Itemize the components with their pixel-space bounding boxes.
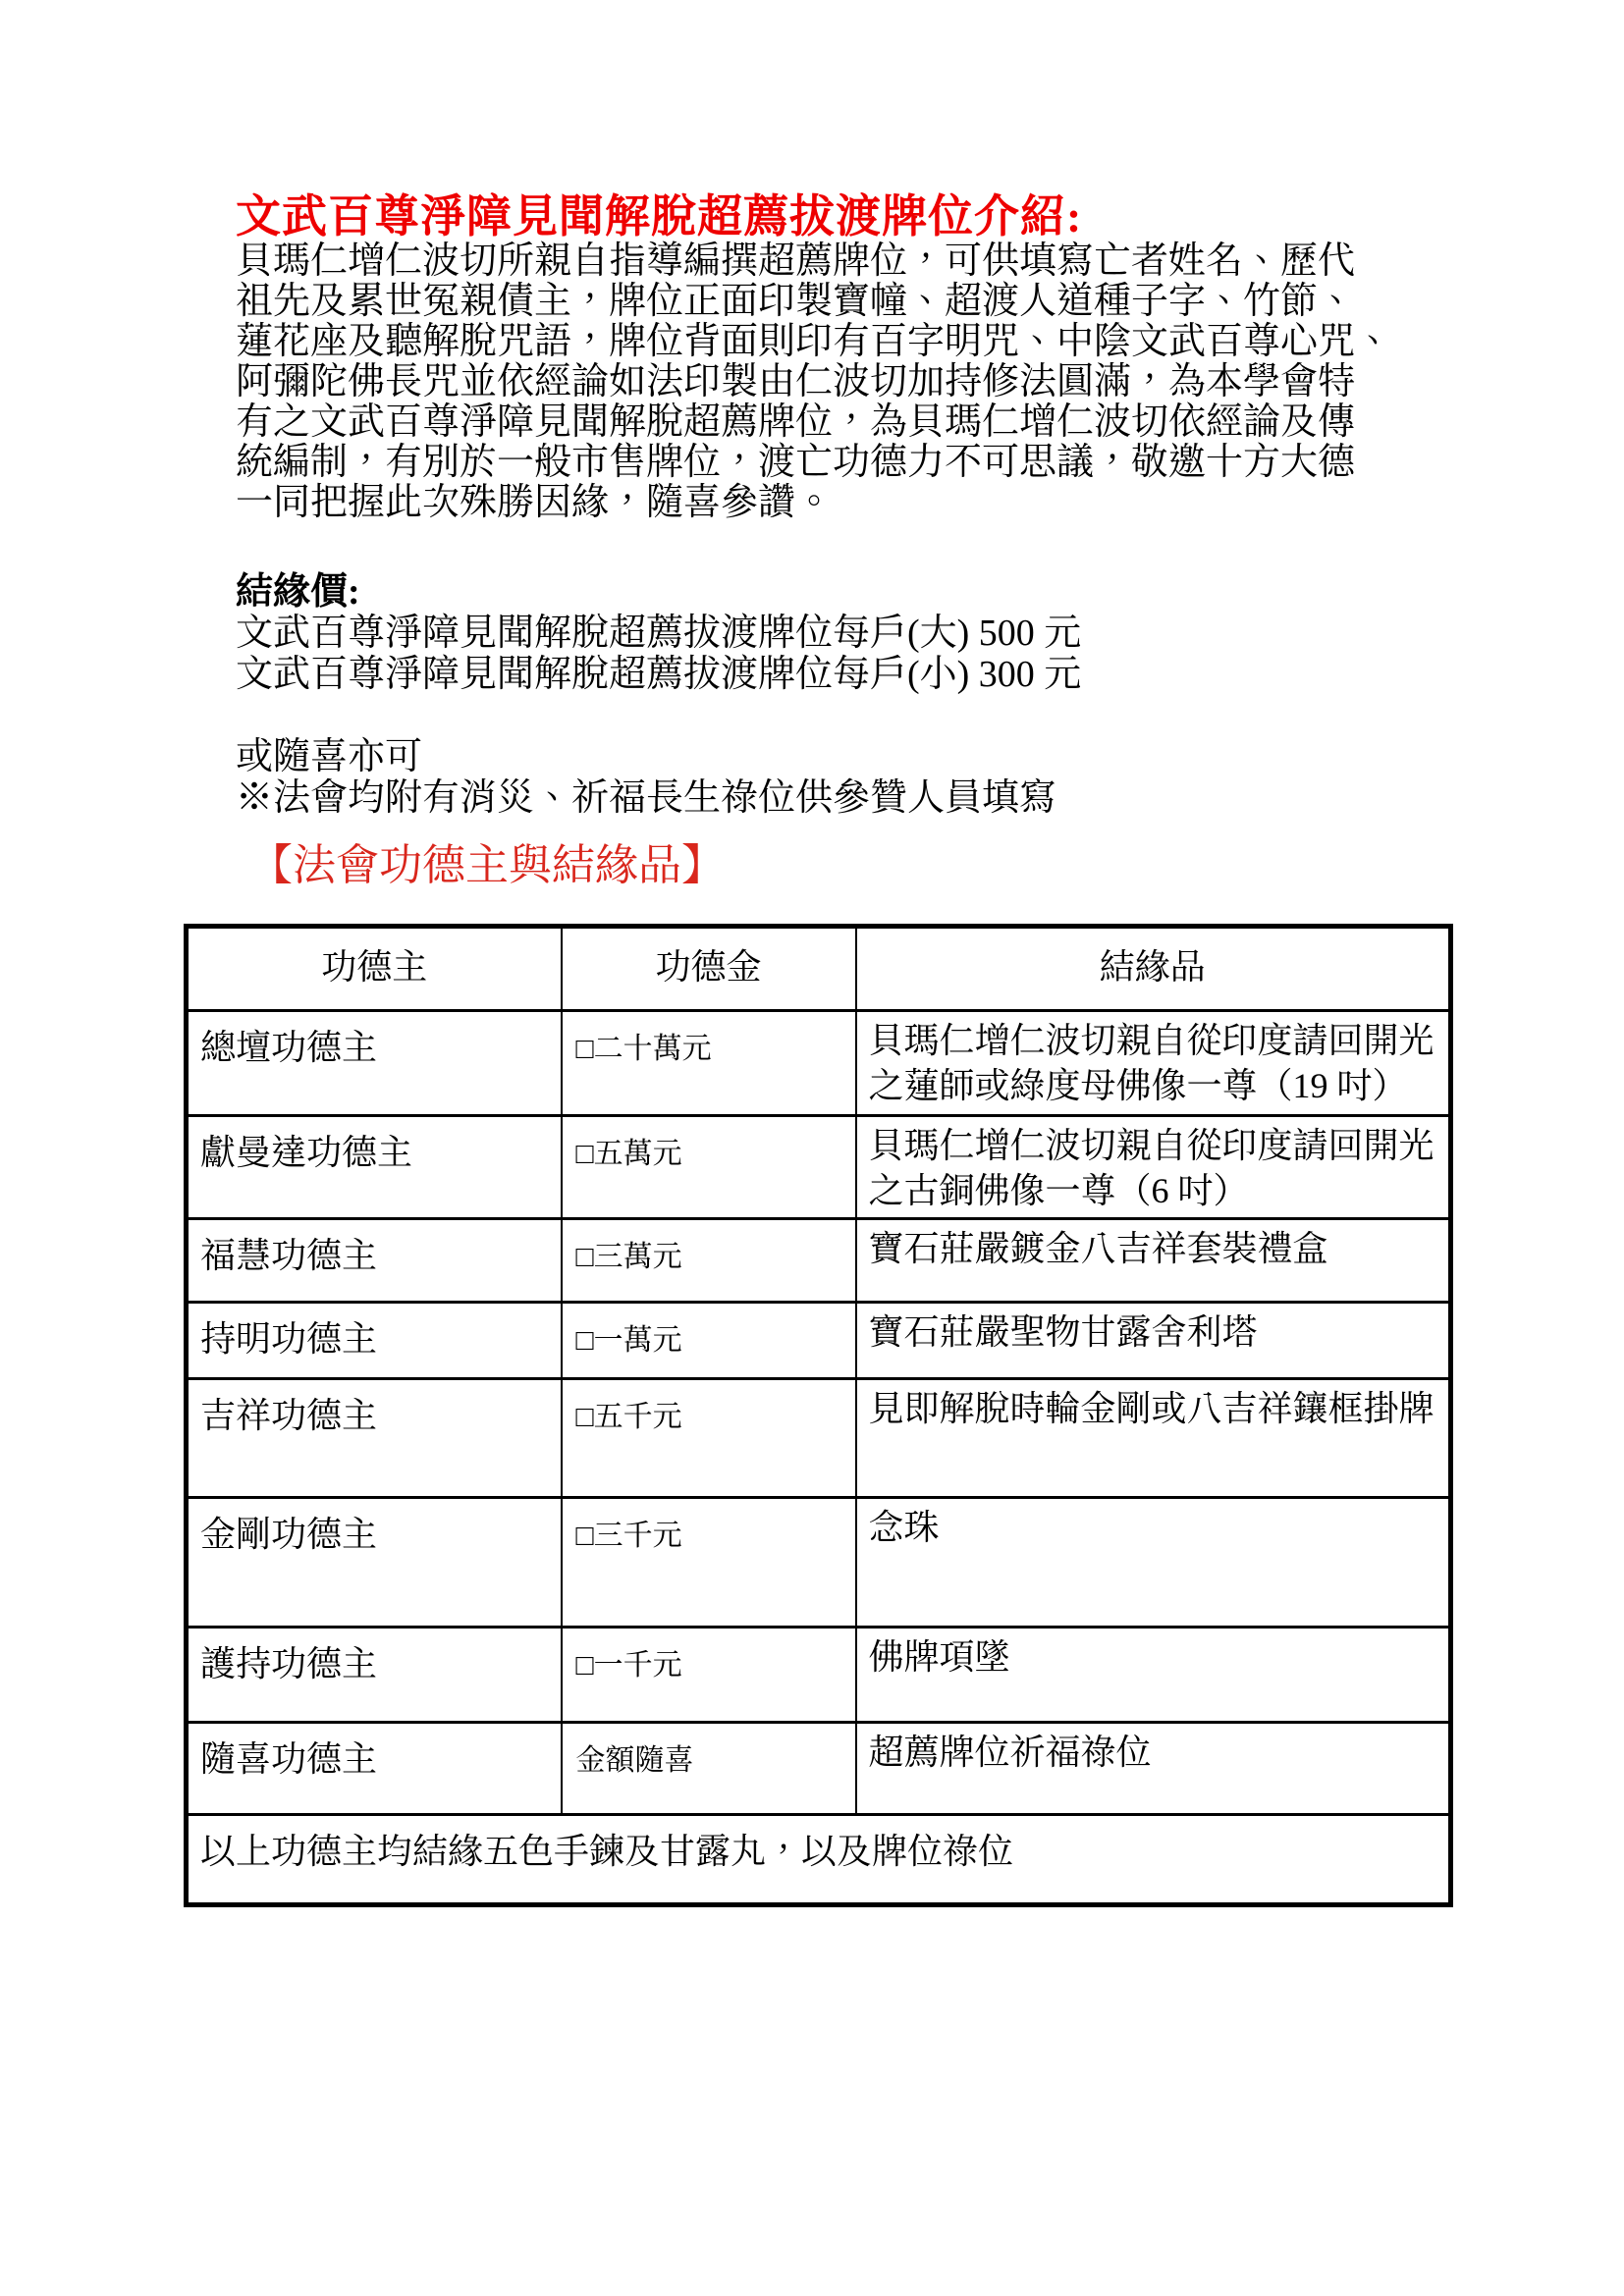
donor-cell: 金剛功德主 — [187, 1498, 562, 1628]
table-row — [187, 1011, 1451, 1116]
section-heading: 【法會功德主與結緣品】 — [249, 841, 725, 889]
donor-cell: 隨喜功德主 — [187, 1723, 562, 1815]
donor-cell: 護持功德主 — [187, 1628, 562, 1723]
price-line-large: 文武百尊淨障見聞解脫超薦拔渡牌位每戶(大) 500 元 — [236, 613, 1082, 654]
intro-line: 祖先及累世冤親債主，牌位正面印製寶幢、超渡人道種子字、竹節、 — [236, 281, 1356, 322]
intro-line: 一同把握此次殊勝因緣，隨喜參讚。 — [236, 482, 834, 523]
donor-cell: 持明功德主 — [187, 1303, 562, 1379]
amount-cell: □三千元 — [562, 1498, 856, 1628]
gift-cell: 見即解脫時輪金剛或八吉祥鑲框掛牌 — [856, 1379, 1451, 1498]
gift-cell: 念珠 — [856, 1498, 1451, 1628]
table-row — [187, 1303, 1451, 1379]
donor-cell: 獻曼達功德主 — [187, 1116, 562, 1219]
column-header-gift: 結緣品 — [856, 927, 1451, 1011]
table-header-row — [187, 927, 1451, 1011]
amount-cell: □一千元 — [562, 1628, 856, 1723]
intro-line: 有之文武百尊淨障見聞解脫超薦牌位，為貝瑪仁增仁波切依經論及傳 — [236, 401, 1356, 443]
donor-cell: 吉祥功德主 — [187, 1379, 562, 1498]
amount-cell: 金額隨喜 — [562, 1723, 856, 1815]
intro-line: 蓮花座及聽解脫咒語，牌位背面則印有百字明咒、中陰文武百尊心咒、 — [236, 321, 1393, 362]
intro-line: 阿彌陀佛長咒並依經論如法印製由仁波切加持修法圓滿，為本學會特 — [236, 361, 1356, 402]
table-footer-row — [187, 1815, 1451, 1905]
amount-cell: □三萬元 — [562, 1219, 856, 1303]
donor-cell: 福慧功德主 — [187, 1219, 562, 1303]
table-row — [187, 1723, 1451, 1815]
donor-table — [184, 924, 1453, 1907]
amount-cell: □二十萬元 — [562, 1011, 856, 1116]
price-line-small: 文武百尊淨障見聞解脫超薦拔渡牌位每戶(小) 300 元 — [236, 654, 1082, 695]
column-header-donor: 功德主 — [187, 927, 562, 1011]
intro-line: 貝瑪仁增仁波切所親自指導編撰超薦牌位，可供填寫亡者姓名、歷代 — [236, 240, 1356, 282]
gift-cell: 佛牌項墜 — [856, 1628, 1451, 1723]
page-title: 文武百尊淨障見聞解脫超薦拔渡牌位介紹: — [236, 191, 1083, 241]
gift-cell: 貝瑪仁增仁波切親自從印度請回開光之蓮師或綠度母佛像一尊（19 吋） — [856, 1011, 1451, 1116]
note-line-blessing-tablets: ※法會均附有消災、祈福長生祿位供參贊人員填寫 — [236, 777, 1057, 819]
table-footer-note: 以上功德主均結緣五色手鍊及甘露丸，以及牌位祿位 — [187, 1815, 1451, 1905]
table-row — [187, 1116, 1451, 1219]
content-block — [236, 0, 1404, 891]
intro-paragraph — [236, 241, 1404, 523]
amount-cell: □五萬元 — [562, 1116, 856, 1219]
gift-cell: 寶石莊嚴鍍金八吉祥套裝禮盒 — [856, 1219, 1451, 1303]
gift-cell: 寶石莊嚴聖物甘露舍利塔 — [856, 1303, 1451, 1379]
table-row — [187, 1498, 1451, 1628]
amount-cell: □一萬元 — [562, 1303, 856, 1379]
note-line-optional-donation: 或隨喜亦可 — [236, 736, 423, 777]
price-heading: 結緣價: — [236, 571, 360, 613]
donor-cell: 總壇功德主 — [187, 1011, 562, 1116]
amount-cell: □五千元 — [562, 1379, 856, 1498]
notes-block — [236, 736, 1404, 819]
gift-cell: 超薦牌位祈福祿位 — [856, 1723, 1451, 1815]
intro-line: 統編制，有別於一般市售牌位，渡亡功德力不可思議，敬邀十方大德 — [236, 442, 1356, 483]
column-header-amount: 功德金 — [562, 927, 856, 1011]
table-row — [187, 1628, 1451, 1723]
gift-cell: 貝瑪仁增仁波切親自從印度請回開光之古銅佛像一尊（6 吋） — [856, 1116, 1451, 1219]
table-row — [187, 1219, 1451, 1303]
table-row — [187, 1379, 1451, 1498]
